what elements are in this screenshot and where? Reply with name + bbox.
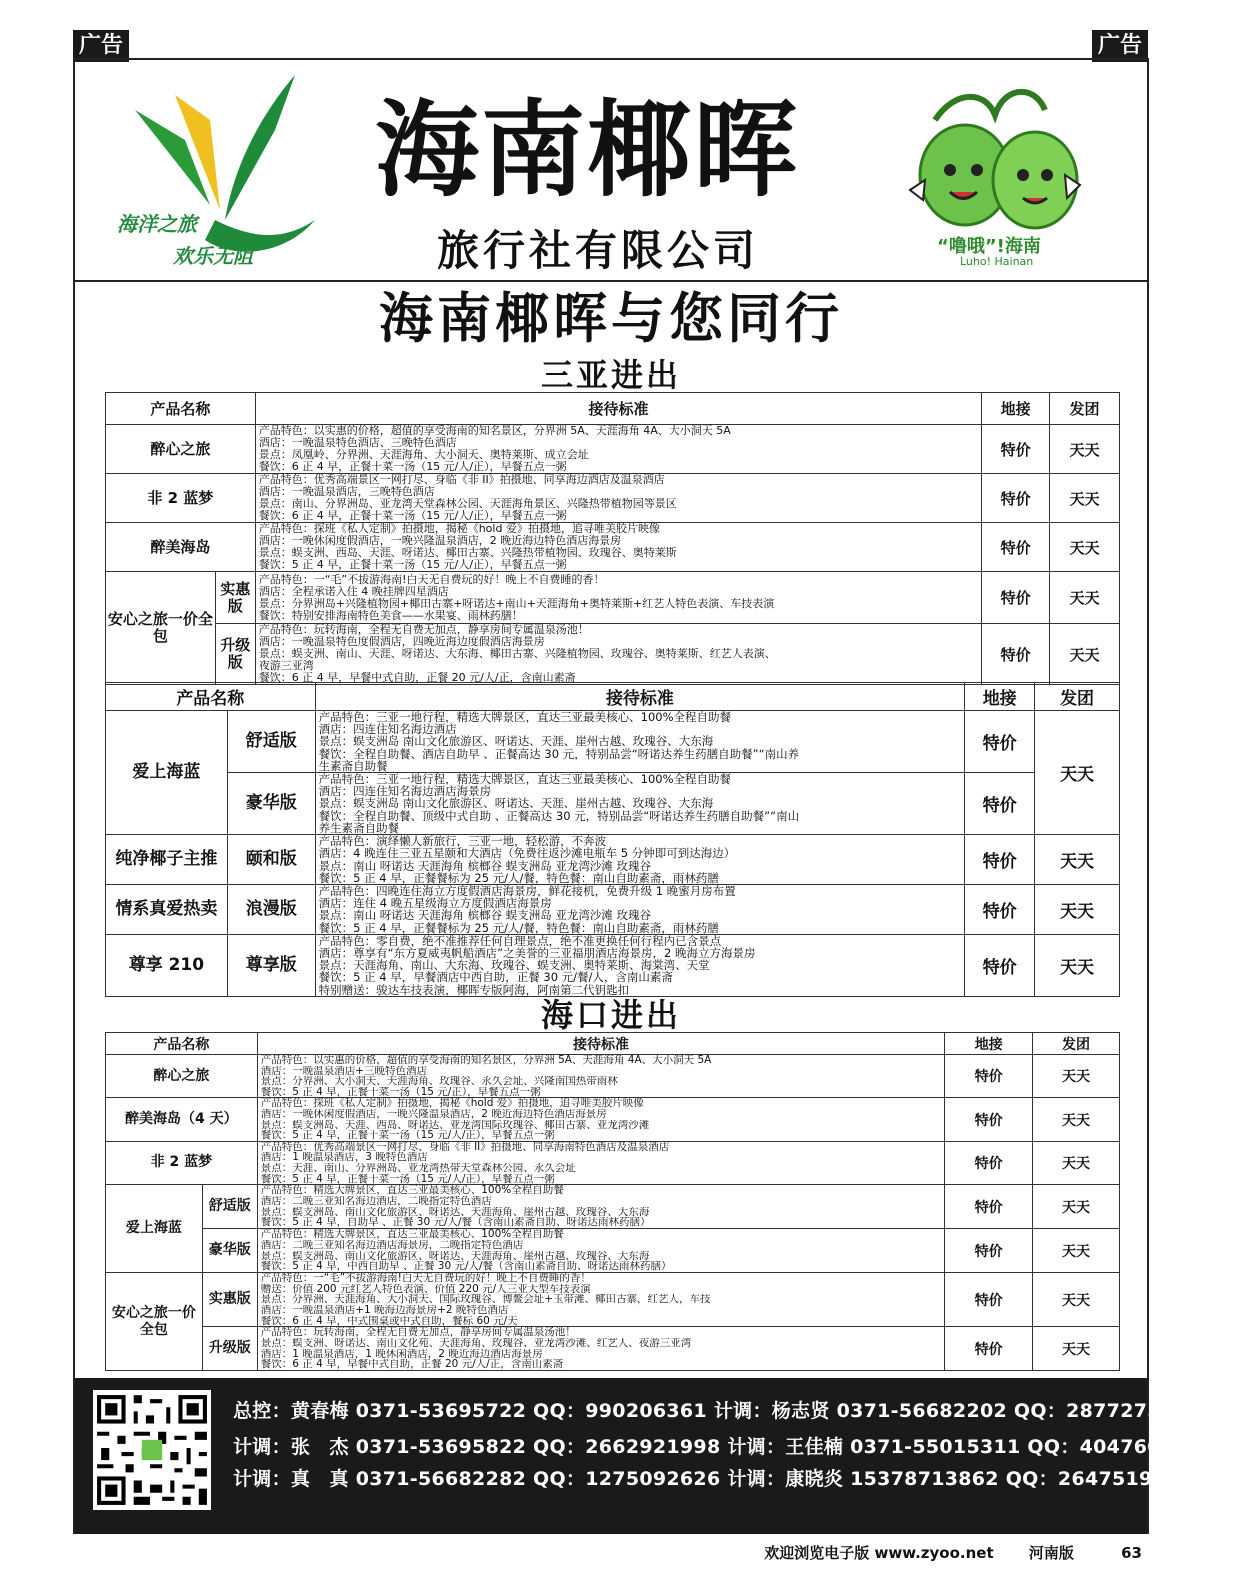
contact-line-2: 计调：张 杰 0371-53695822 QQ：2662921998 计调：王佳楠 0371-55015311 QQ：404760666 bbox=[233, 1436, 1202, 1458]
sanya-table-1 bbox=[105, 392, 1120, 685]
product-desc: 产品特色：三亚一地行程，精选大牌景区，直达三亚最美核心、100%全程自助餐 酒店：四连住知名海边酒店海景房 景点：蜈支洲岛 南山文化旅游区、呀诺达、天涯、崖州古越、玫瑰谷、大东海 餐饮：全程自助餐、顶级中式自助 、正餐高达 30 元，特别品尝“呀诺达养生药膳自助餐”“南山 养生素斋自助餐 bbox=[315, 773, 965, 835]
product-desc: 产品特色：探班《私人定制》拍摄地，揭秘《hold 爱》拍摄地，追寻唯美胶片映像 酒店：一晚休闲度假酒店，一晚兴隆温泉酒店，2 晚近海边特色酒店海景房 景点：蜈支洲岛、天涯、西岛、呀诺达、亚龙湾国际玫瑰谷、椰田古寨、亚龙湾沙滩 餐饮：5 正 4 早，正餐十菜一汤（15 元/人/正），早餐五点一粥 bbox=[257, 1098, 945, 1141]
haikou-table bbox=[105, 1032, 1120, 1371]
header-standard: 接待标准 bbox=[255, 393, 982, 425]
product-desc: 产品特色：四晚连住海立方度假酒店海景房，鲜花接机，免费升级 1 晚蜜月房布置 酒店：连住 4 晚五星级海立方度假酒店海景房 景点：南山 呀诺达 天涯海角 槟榔谷 蜈支洲岛 亚龙湾沙滩 玫瑰谷 餐饮：5 正 4 早，正餐餐标为 25 元/人/餐，特色餐：南山自助素斋，雨林药膳 bbox=[315, 885, 965, 935]
product-desc: 产品特色：三亚一地行程，精选大牌景区，直达三亚最美核心、100%全程自助餐 酒店：四连住知名海边酒店 景点：蜈支洲岛 南山文化旅游区、呀诺达、天涯、崖州古越、玫瑰谷、大东海 餐饮：全程自助餐、酒店自助早 、正餐高达 30 元，特别品尝“呀诺达养生药膳自助餐”“南山养 生素斋自助餐 bbox=[315, 711, 965, 773]
local-price: 特价 bbox=[945, 1098, 1033, 1141]
product-version: 浪漫版 bbox=[227, 885, 315, 935]
local-price: 特价 bbox=[965, 711, 1035, 773]
product-desc: 产品特色：玩转海南，全程无自费无加点，静享房间专属温泉汤池！ 酒店：一晚温泉特色度假酒店，四晚近海边度假酒店海景房 景点：蜈支洲、南山、天涯、呀诺达、大东海、椰田古寨、兴隆植物园、玫瑰谷、奥特莱斯、红艺人表演、 夜游三亚湾 餐饮：6 正 4 早，早餐中式自助，正餐 20 元/人/正，含南山素斋 bbox=[255, 624, 982, 685]
product-version: 舒适版 bbox=[202, 1185, 257, 1229]
group-schedule: 天天 bbox=[1035, 934, 1120, 996]
product-name: 尊享 210 bbox=[106, 934, 228, 996]
sanya-table-2 bbox=[105, 682, 1120, 997]
product-name: 爱上海蓝 bbox=[106, 711, 228, 835]
product-version: 舒适版 bbox=[227, 711, 315, 773]
product-name: 醉心之旅 bbox=[106, 425, 256, 474]
local-price: 特价 bbox=[982, 523, 1050, 572]
group-schedule: 天天 bbox=[1050, 425, 1120, 474]
local-price: 特价 bbox=[965, 934, 1035, 996]
page-number: 63 bbox=[1121, 1544, 1142, 1562]
group-schedule: 天天 bbox=[1050, 474, 1120, 523]
product-name: 非 2 蓝梦 bbox=[106, 474, 256, 523]
headline: 海南椰晖与您同行 bbox=[379, 287, 843, 350]
local-price: 特价 bbox=[965, 885, 1035, 935]
header-standard: 接待标准 bbox=[315, 683, 965, 711]
page-footer bbox=[764, 1542, 1142, 1563]
ad-frame bbox=[73, 58, 1202, 1534]
group-schedule: 天天 bbox=[1033, 1327, 1120, 1371]
header-local: 地接 bbox=[965, 683, 1035, 711]
section-sanya: 三亚进出 bbox=[540, 356, 681, 394]
local-price: 特价 bbox=[965, 835, 1035, 885]
logo-line2: 欢乐无阻 bbox=[173, 244, 253, 268]
group-schedule: 天天 bbox=[1035, 835, 1120, 885]
banner bbox=[75, 60, 1147, 282]
product-name: 爱上海蓝 bbox=[106, 1185, 203, 1273]
group-schedule: 天天 bbox=[1033, 1229, 1120, 1273]
local-price: 特价 bbox=[982, 474, 1050, 523]
product-desc: 产品特色：探班《私人定制》拍摄地，揭秘《hold 爱》拍摄地，追寻唯美胶片映像 酒店：一晚休闲度假酒店，一晚兴隆温泉酒店，2 晚近海边特色酒店海景房 景点：蜈支洲、西岛、天涯、呀诺达、椰田古寨、兴隆热带植物园、玫瑰谷、奥特莱斯 餐饮：5 正 4 早，正餐十菜一汤（15 元/人/正），早餐五点一粥 bbox=[255, 523, 982, 572]
header-standard: 接待标准 bbox=[257, 1033, 945, 1055]
product-desc: 产品特色：以实惠的价格，超值的享受海南的知名景区，分界洲 5A、天涯海角 4A、大小洞天 5A 酒店：一晚温泉特色酒店、三晚特色酒店 景点：凤凰岭、分界洲、天涯海角、大小洞天、奥特莱斯、成立会址 餐饮：6 正 4 早，正餐十菜一汤（15 元/人/正），早餐五点一粥 bbox=[255, 425, 982, 474]
product-name: 情系真爱热卖 bbox=[106, 885, 228, 935]
product-name: 非 2 蓝梦 bbox=[106, 1141, 258, 1184]
group-schedule: 天天 bbox=[1035, 711, 1120, 835]
product-desc: 产品特色：以实惠的价格，超值的享受海南的知名景区，分界洲 5A、天涯海角 4A、大小洞天 5A 酒店：一晚温泉酒店+三晚特色酒店 景点：分界洲、大小洞天、天涯海角、玫瑰谷、永久会址、兴隆南国热带雨林 餐饮：5 正 4 早，正餐十菜一汤（15 元/正），早餐五点一粥 bbox=[257, 1055, 945, 1098]
product-name: 纯净椰子主推 bbox=[106, 835, 228, 885]
local-price: 特价 bbox=[945, 1185, 1033, 1229]
mascot-caption: “噜哦”!海南 bbox=[937, 236, 1041, 257]
product-desc: 产品特色：一“毛”不拔游海南!白天无自费玩的好！晚上不自费睡的香！ 酒店：全程承诺入住 4 晚挂牌四星酒店 景点：分界洲岛+兴隆植物园+椰田古寨+呀诺达+南山+天涯海角+奥特莱斯+红艺人特色表演、车技表演 餐饮：特别安排海南特色美食——水果宴、雨林药膳！ bbox=[255, 572, 982, 624]
product-version: 颐和版 bbox=[227, 835, 315, 885]
group-schedule: 天天 bbox=[1050, 624, 1120, 685]
product-desc: 产品特色：精选大牌景区，直达三亚最美核心、100%全程自助餐 酒店：二晚三亚知名海边酒店海景房，二晚指定特色酒店 景点：蜈支洲岛、南山文化旅游区、呀诺达、天涯海角、崖州古越、玫瑰谷、大东海 餐饮：5 正 4 早，中西自助早 、正餐 30 元/人/餐（含南山素斋自助、呀诺达雨林药膳） bbox=[257, 1229, 945, 1273]
group-schedule: 天天 bbox=[1033, 1185, 1120, 1229]
header-local: 地接 bbox=[982, 393, 1050, 425]
product-desc: 产品特色：一“毛”不拔游海南!白天无自费玩的好！晚上不自费睡的香！ 赠送：价值 200 元红艺人特色表演、价值 220 元/人三亚大型车技表演 景点：分界洲、天涯海角、大小洞天、国际玫瑰谷、博鳌会址+玉带滩、椰田古寨，红艺人，车技 酒店：一晚温泉酒店+1 晚海边海景房+2 晚特色酒店 餐饮：6 正 4 早，中式围桌或中式自助，餐标 60 元/天 bbox=[257, 1273, 945, 1327]
group-schedule: 天天 bbox=[1035, 885, 1120, 935]
product-name: 安心之旅一价全包 bbox=[106, 572, 216, 685]
local-price: 特价 bbox=[982, 572, 1050, 624]
product-version: 尊享版 bbox=[227, 934, 315, 996]
section-haikou: 海口进出 bbox=[540, 996, 681, 1034]
website-text[interactable]: 欢迎浏览电子版 www.zyoo.net bbox=[764, 1544, 994, 1562]
product-version: 实惠版 bbox=[215, 572, 255, 624]
local-price: 特价 bbox=[965, 773, 1035, 835]
contact-line-3: 计调：真 真 0371-56682282 QQ：1275092626 计调：康晓炎 15378713862 QQ：2647519705 bbox=[233, 1468, 1194, 1490]
group-schedule: 天天 bbox=[1033, 1141, 1120, 1184]
ad-tag-left: 广告 bbox=[73, 30, 129, 62]
group-schedule: 天天 bbox=[1050, 572, 1120, 624]
product-version: 豪华版 bbox=[227, 773, 315, 835]
group-schedule: 天天 bbox=[1033, 1273, 1120, 1327]
product-desc: 产品特色：优秀高端景区一网打尽、身临《非 II》拍摄地、同享海边酒店及温泉酒店 酒店：一晚温泉酒店，三晚特色酒店 景点：南山、分界洲岛、亚龙湾天堂森林公园、天涯海角景区、兴隆热带植物园等景区 餐饮：6 正 4 早，正餐十菜一汤（15 元/人/正），早餐五点一粥 bbox=[255, 474, 982, 523]
ad-tag-right: 广告 bbox=[1092, 30, 1148, 62]
group-schedule: 天天 bbox=[1050, 523, 1120, 572]
product-version: 实惠版 bbox=[202, 1273, 257, 1327]
brand-subtitle: 旅行社有限公司 bbox=[437, 226, 760, 275]
logo-line1: 海洋之旅 bbox=[117, 212, 197, 236]
header-name: 产品名称 bbox=[106, 1033, 258, 1055]
header-name: 产品名称 bbox=[106, 393, 256, 425]
contact-line-1: 总控：黄春梅 0371-53695722 QQ：990206361 计调：杨志贤 0371-56682202 QQ：2877275630 bbox=[233, 1400, 1202, 1422]
header-group: 发团 bbox=[1033, 1033, 1120, 1055]
brand-title: 海南椰晖 bbox=[375, 89, 800, 211]
local-price: 特价 bbox=[945, 1327, 1033, 1371]
contact-footer bbox=[75, 1378, 1202, 1534]
product-name: 醉心之旅 bbox=[106, 1055, 258, 1098]
product-desc: 产品特色：优秀高端景区一网打尽、身临《非 II》拍摄地、同享海南特色酒店及温泉酒店 酒店：1 晚温泉酒店，3 晚特色酒店 景点：天涯、南山、分界洲岛、亚龙湾热带天堂森林公园、永久会址 餐饮：5 正 4 早，正餐十菜一汤（15 元/人/正），早餐五点一粥 bbox=[257, 1141, 945, 1184]
header-local: 地接 bbox=[945, 1033, 1033, 1055]
header-group: 发团 bbox=[1050, 393, 1120, 425]
product-version: 升级版 bbox=[215, 624, 255, 685]
header-name: 产品名称 bbox=[106, 683, 316, 711]
qr-code-icon[interactable] bbox=[93, 1390, 211, 1510]
header-group: 发团 bbox=[1035, 683, 1120, 711]
product-desc: 产品特色：演绎懒人新旅行，三亚一地，轻松游，不奔波 酒店：4 晚连住三亚五星颐和大酒店（免费往返沙滩电瓶车 5 分钟即可到达海边） 景点：南山 呀诺达 天涯海角 槟榔谷 蜈支洲岛 亚龙湾沙滩 玫瑰谷 餐饮：5 正 4 早，正餐餐标为 25 元/人/餐，特色餐：南山自助素斋，雨林药膳 bbox=[315, 835, 965, 885]
group-schedule: 天天 bbox=[1033, 1055, 1120, 1098]
product-version: 升级版 bbox=[202, 1327, 257, 1371]
product-name: 醉美海岛（4 天） bbox=[106, 1098, 258, 1141]
product-name: 醉美海岛 bbox=[106, 523, 256, 572]
product-desc: 产品特色：精选大牌景区，直达三亚最美核心、100%全程自助餐 酒店：二晚三亚知名海边酒店，二晚指定特色酒店 景点：蜈支洲岛、南山文化旅游区、呀诺达、天涯海角、崖州古越、玫瑰谷、大东海 餐饮：5 正 4 早，自助早 、正餐 30 元/人/餐（含南山素斋自助、呀诺达雨林药膳） bbox=[257, 1185, 945, 1229]
local-price: 特价 bbox=[945, 1141, 1033, 1184]
product-version: 豪华版 bbox=[202, 1229, 257, 1273]
local-price: 特价 bbox=[945, 1229, 1033, 1273]
local-price: 特价 bbox=[945, 1273, 1033, 1327]
product-name: 安心之旅一价全包 bbox=[106, 1273, 203, 1371]
local-price: 特价 bbox=[982, 624, 1050, 685]
edition-label: 河南版 bbox=[1028, 1544, 1074, 1562]
mascot-caption-en: Luho! Hainan bbox=[960, 255, 1034, 268]
group-schedule: 天天 bbox=[1033, 1098, 1120, 1141]
local-price: 特价 bbox=[982, 425, 1050, 474]
product-desc: 产品特色：玩转海南，全程无自费无加点，静享房间专属温泉汤池！ 景点：蜈支洲、呀诺达、南山文化苑、天涯海角、玫瑰谷、亚龙湾沙滩、红艺人、夜游三亚湾 酒店：1 晚温泉酒店，1 晚休闲酒店，2 晚近海边酒店海景房 餐饮：6 正 4 早，早餐中式自助，正餐 20 元/人/正，含南山素斋 bbox=[257, 1327, 945, 1371]
product-desc: 产品特色：零自费，绝不准推荐任何自理景点，绝不准更换任何行程内已含景点 酒店：尊享有“东方夏威夷帆船酒店”之美誉的三亚福朋酒店海景房，2 晚海立方海景房 景点：天涯海角、南山、大东海、玫瑰谷、蜈支洲、奥特莱斯、海棠湾、天堂 餐饮：5 正 4 早，早餐酒店中西自助，正餐 30 元/餐/人，含南山素斋 特别赠送：骏达车技表演，椰晖专版阿海，阿南第二代钥匙扣 bbox=[315, 934, 965, 996]
local-price: 特价 bbox=[945, 1055, 1033, 1098]
